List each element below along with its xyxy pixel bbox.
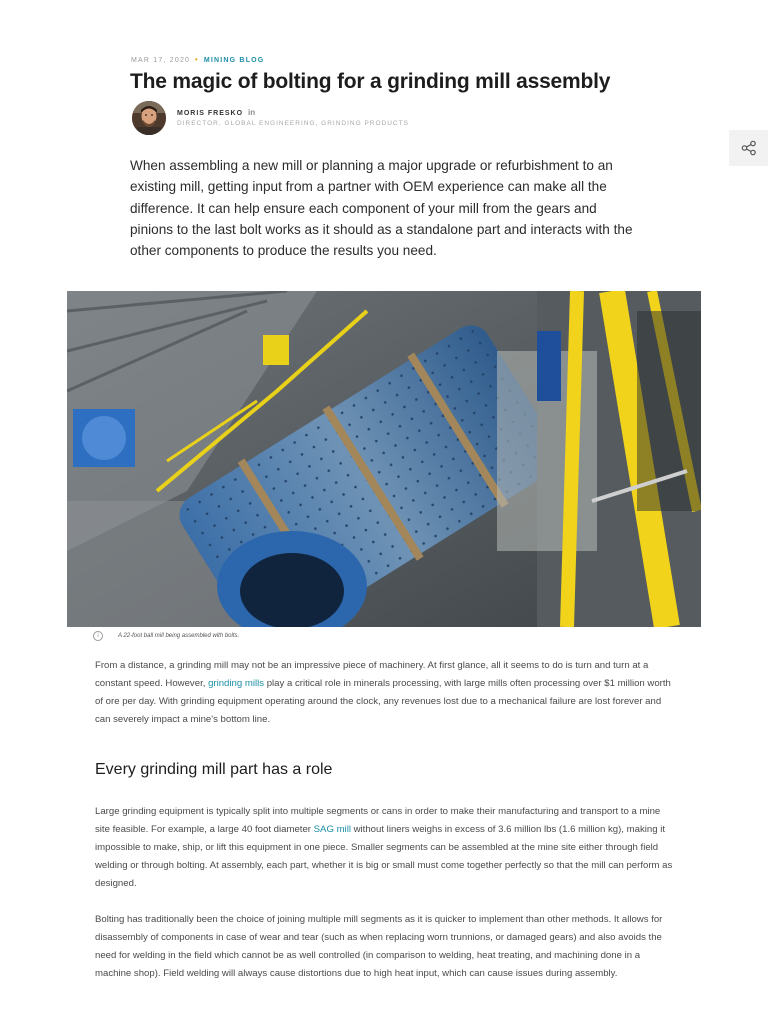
linkedin-icon[interactable]: in <box>248 108 256 117</box>
body-paragraph-3: Bolting has traditionally been the choice of joining multiple mill segments as it is quicker to implement than other methods. It allows for disassembly of components in case of wear and tear (such as when replacing worn trunnions, or damaged gears) and also avoids the need for welding in the field which cannot be as well controlled (in comparison to welding, heat treating, and machining done in a machine shop). Field welding will always cause distortions due to high heat input, which can cause issues during assembly. <box>95 914 663 979</box>
article-meta <box>131 57 264 64</box>
body-paragraph-1 <box>95 657 673 729</box>
p1-text-a: From a distance, a grinding mill may not be an impressive piece of machinery. At first glance, all it seems to do is turn and turn at a constant speed. However, <box>95 660 649 689</box>
meta-separator: • <box>195 57 199 64</box>
hero-image <box>67 291 701 627</box>
section-heading: Every grinding mill part has a role <box>95 761 333 778</box>
avatar[interactable] <box>132 101 166 135</box>
share-icon <box>741 140 757 156</box>
share-button[interactable] <box>729 130 768 166</box>
grinding-mills-link[interactable]: grinding mills <box>208 678 265 689</box>
author-role: DIRECTOR, GLOBAL ENGINEERING, GRINDING PRODUCTS <box>177 120 409 127</box>
p2-text-b: without liners weighs in excess of 3.6 million lbs (1.6 million kg), making it impossible to make, ship, or lift this equipment in one piece. Smaller segments can be assembled at the mine site either through field welding or through bolting. At assembly, each part, whether it is big or small must come together perfectly so that the mill can perform as designed. <box>95 824 673 889</box>
ball-mill-photo <box>67 291 701 627</box>
info-icon[interactable]: i <box>93 631 103 641</box>
author-byline <box>132 101 552 135</box>
avatar-portrait <box>132 101 166 135</box>
lead-paragraph: When assembling a new mill or planning a major upgrade or refurbishment to an existing mill, getting input from a partner with OEM experience can make all the difference. It can help ensure each component of your mill from the gears and pinions to the last bolt works as it should as a standalone part and interacts with the other components to produce the results you need. <box>130 158 633 259</box>
p2-text-a: Large grinding equipment is typically split into multiple segments or cans in order to make their manufacturing and transport to a mine site feasible. For example, a large 40 foot diameter <box>95 806 661 835</box>
sag-mill-link[interactable]: SAG mill <box>313 824 351 835</box>
caption-text: A 22-foot ball mill being assembled with bolts. <box>118 633 240 639</box>
p1-text-b: play a critical role in minerals processing, with large mills often processing over $1 million worth of ore per day. With grinding equipment operating around the clock, any revenues lost due to a mechanical failure are lost forever and can severely impact a mine's bottom line. <box>95 678 671 725</box>
body-paragraph-2 <box>95 803 673 893</box>
author-name[interactable]: MORIS FRESKO <box>177 110 244 117</box>
category-link[interactable]: MINING BLOG <box>203 57 265 64</box>
image-caption <box>93 631 239 641</box>
publish-date: MAR 17, 2020 <box>131 57 191 64</box>
page-title: The magic of bolting for a grinding mill assembly <box>130 70 611 93</box>
